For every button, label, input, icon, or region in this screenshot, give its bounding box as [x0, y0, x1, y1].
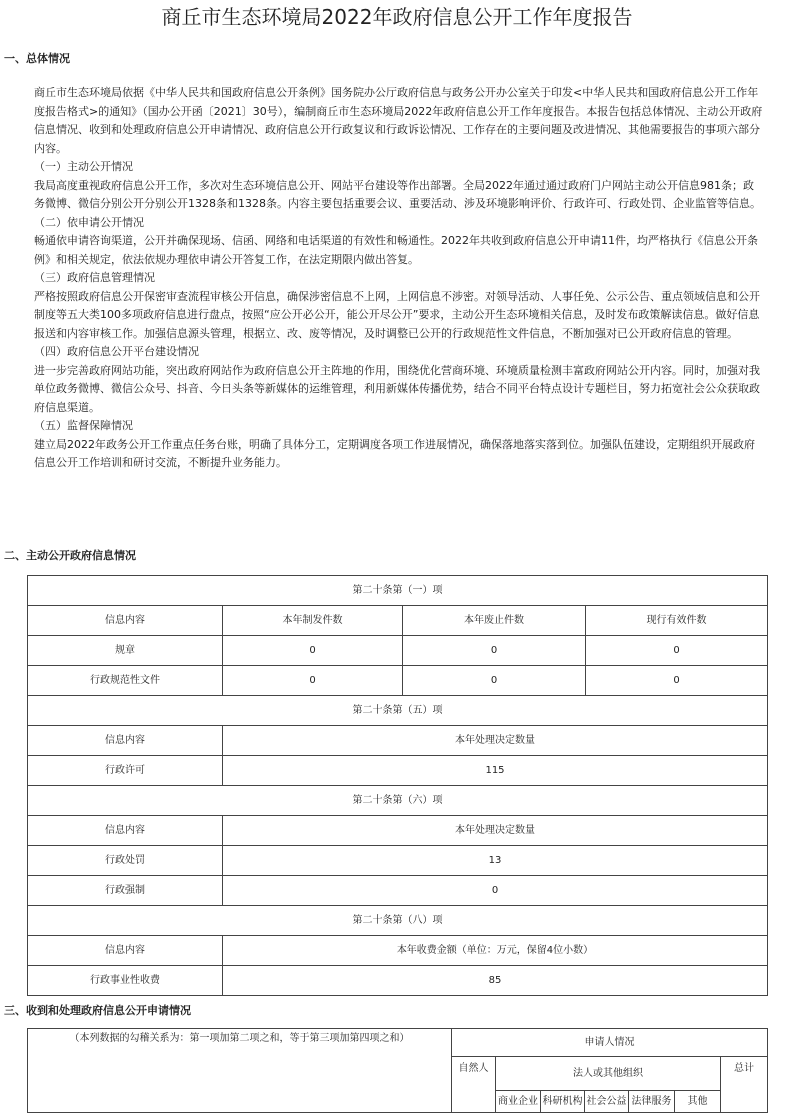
table-section-title: 第二十条第（五）项 — [28, 696, 768, 726]
request-handling-table — [27, 1028, 768, 1113]
column-header: 现行有效件数 — [586, 606, 768, 636]
table-cell: 85 — [223, 966, 768, 996]
active-paragraph: 我局高度重视政府信息公开工作，多次对生态环境信息公开、网站平台建设等作出部署。全局2022年通过通过政府门户网站主动公开信息981条；政务微博、微信分别公开分别公开1328条和1328条。内容主要包括重要会议、重要活动、涉及环境影响评价、行政许可、行政处罚、企业监管等信息。 — [34, 178, 761, 210]
intro-paragraph: 商丘市生态环境局依据《中华人民共和国政府信息公开条例》国务院办公厅政府信息与政务公开办公室关于印发<中华人民共和国政府信息公开工作年度报告格式>的通知》（国办公开函〔2021〕30号），编制商丘市生态环境局2022年政府信息公开工作年度报告。本报告包括总体情况、主动公开政府信息情况、收到和处理政府信息公开申请情况、政府信息公开行政复议和行政诉讼情况、工作存在的主要问题及改进情况、其他需要报告的事项六部分内容。 — [34, 86, 763, 155]
natural-person-header: 自然人 — [452, 1057, 496, 1113]
table-cell: 行政处罚 — [28, 846, 223, 876]
sub-header: 科研机构 — [541, 1091, 585, 1113]
table-cell: 0 — [403, 636, 586, 666]
table-section-title: 第二十条第（八）项 — [28, 906, 768, 936]
sub-header: 法律服务 — [629, 1091, 675, 1113]
table-cell: 0 — [223, 636, 403, 666]
table-cell: 0 — [403, 666, 586, 696]
table-cell: 行政规范性文件 — [28, 666, 223, 696]
supervision-paragraph: 建立局2022年政务公开工作重点任务台账，明确了具体分工，定期调度各项工作进展情况，确保落地落实落到位。加强队伍建设，定期组织开展政府信息公开工作培训和研讨交流，不断提升业务能力。 — [34, 437, 755, 469]
subheading-request: （二）依申请公开情况 — [34, 215, 144, 229]
management-paragraph: 严格按照政府信息公开保密审查流程审核公开信息，确保涉密信息不上网，上网信息不涉密。对领导活动、人事任免、公示公告、重点领域信息和公开制度等五大类100多项政府信息进行盘点，按照“应公开必公开，能公开尽公开”要求，主动公开生态环境相关信息，及时发布政策解读信息。做好信息报送和内容审核工作。加强信息源头管理，根据立、改、废等情况，及时调整已公开的行政规范性文件信息，不断加强对已公开政府信息的管理。 — [34, 289, 760, 340]
active-disclosure-table — [27, 575, 768, 996]
section-1-body — [34, 84, 764, 473]
table-note: （本列数据的勾稽关系为：第一项加第二项之和，等于第三项加第四项之和） — [28, 1029, 452, 1113]
table-cell: 行政许可 — [28, 756, 223, 786]
column-header: 本年处理决定数量 — [223, 816, 768, 846]
table-cell: 规章 — [28, 636, 223, 666]
column-header: 本年收费金额（单位：万元，保留4位小数） — [223, 936, 768, 966]
column-header: 信息内容 — [28, 606, 223, 636]
column-header: 信息内容 — [28, 936, 223, 966]
subheading-supervision: （五）监督保障情况 — [34, 419, 133, 432]
section-heading-3: 三、收到和处理政府信息公开申请情况 — [4, 1004, 191, 1017]
table-section-title: 第二十条第（一）项 — [28, 576, 768, 606]
sub-header: 其他 — [675, 1091, 721, 1113]
column-header: 本年制发件数 — [223, 606, 403, 636]
column-header: 本年处理决定数量 — [223, 726, 768, 756]
sub-header: 商业企业 — [496, 1091, 541, 1113]
table-section-title: 第二十条第（六）项 — [28, 786, 768, 816]
total-header: 总计 — [721, 1057, 768, 1113]
table-cell: 0 — [223, 876, 768, 906]
sub-header: 社会公益 — [585, 1091, 629, 1113]
column-header: 信息内容 — [28, 726, 223, 756]
subheading-active: （一）主动公开情况 — [34, 160, 133, 173]
column-header: 信息内容 — [28, 816, 223, 846]
table-cell: 行政强制 — [28, 876, 223, 906]
legal-entity-header: 法人或其他组织 — [496, 1057, 721, 1091]
page-title: 商丘市生态环境局2022年政府信息公开工作年度报告 — [161, 5, 633, 29]
request-paragraph: 畅通依申请咨询渠道，公开并确保现场、信函、网络和电话渠道的有效性和畅通性。2022年共收到政府信息公开申请11件，均严格执行《信息公开条例》和相关规定，依法依规办理依申请公开答复工作，在法定期限内做出答复。 — [34, 234, 758, 266]
table-cell: 13 — [223, 846, 768, 876]
table-cell: 115 — [223, 756, 768, 786]
subheading-management: （三）政府信息管理情况 — [34, 271, 155, 284]
table-cell: 0 — [586, 636, 768, 666]
subheading-platform: （四）政府信息公开平台建设情况 — [34, 345, 199, 358]
applicant-header: 申请人情况 — [452, 1029, 768, 1057]
platform-paragraph: 进一步完善政府网站功能，突出政府网站作为政府信息公开主阵地的作用，围绕优化营商环境、环境质量检测丰富政府网站公开内容。同时，加强对我单位政务微博、微信公众号、抖音、今日头条等新媒体的运维管理，利用新媒体传播优势，结合不同平台特点设计专题栏目，努力拓宽社会公众获取政府信息渠道。 — [34, 363, 760, 414]
table-cell: 0 — [586, 666, 768, 696]
column-header: 本年废止件数 — [403, 606, 586, 636]
table-cell: 行政事业性收费 — [28, 966, 223, 996]
section-heading-1: 一、总体情况 — [4, 52, 70, 65]
section-heading-2: 二、主动公开政府信息情况 — [4, 549, 136, 562]
table-cell: 0 — [223, 666, 403, 696]
